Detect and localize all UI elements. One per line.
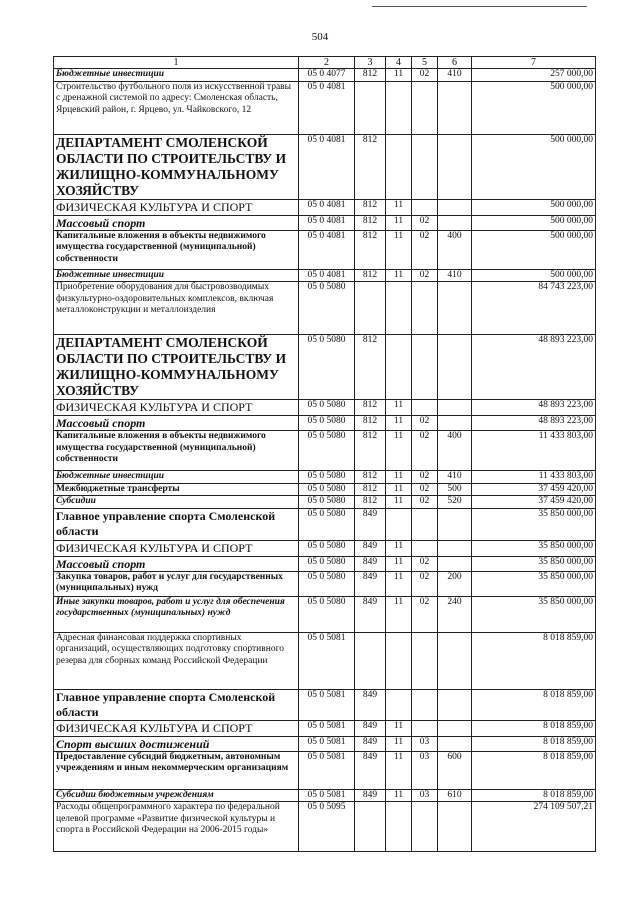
row-name: Иные закупки товаров, работ и услуг для обеспечения государственных (муниципальных) нужд — [54, 596, 299, 632]
row-expense-type — [438, 335, 472, 400]
row-target-code: 05 0 5080 — [299, 540, 355, 556]
row-admin-code: 849 — [355, 571, 386, 596]
table-row — [54, 689, 596, 720]
row-amount: 8 018 859,00 — [472, 632, 596, 689]
row-name: ФИЗИЧЕСКАЯ КУЛЬТУРА И СПОРТ — [54, 720, 299, 736]
table-row — [54, 483, 596, 496]
row-target-code: 05 0 5081 — [299, 736, 355, 751]
row-amount: 11 433 803,00 — [472, 431, 596, 471]
table-row — [54, 596, 596, 632]
row-amount: 8 018 859,00 — [472, 736, 596, 751]
row-target-code: 05 0 5095 — [299, 802, 355, 852]
table-row — [54, 416, 596, 431]
row-section: 11 — [386, 720, 412, 736]
row-subsection — [412, 134, 438, 199]
row-name: Расходы общепрограммного характера по федеральной целевой программе «Развитие физической культуры и спорта в Российской Федерации на 2006-2015 годы» — [54, 802, 299, 852]
row-target-code: 05 0 5080 — [299, 335, 355, 400]
row-name: Капитальные вложения в объекты недвижимого имущества государственной (муниципальной) собственности — [54, 230, 299, 269]
row-section: 11 — [386, 416, 412, 431]
row-subsection — [412, 400, 438, 416]
row-expense-type: 400 — [438, 431, 472, 471]
row-admin-code: 812 — [355, 215, 386, 230]
row-target-code: 05 0 4081 — [299, 215, 355, 230]
row-amount: 35 850 000,00 — [472, 540, 596, 556]
row-subsection: 02 — [412, 269, 438, 282]
row-section: 11 — [386, 571, 412, 596]
row-admin-code: 812 — [355, 335, 386, 400]
row-section: 11 — [386, 431, 412, 471]
row-target-code: 05 0 5081 — [299, 751, 355, 789]
row-section — [386, 508, 412, 540]
row-amount: 11 433 803,00 — [472, 471, 596, 484]
header-col-3: 3 — [355, 57, 386, 69]
header-col-4: 4 — [386, 57, 412, 69]
table-row — [54, 720, 596, 736]
row-name: Предоставление субсидий бюджетным, автономным учреждениям и иным некоммерческим организациям — [54, 751, 299, 789]
row-section: 11 — [386, 471, 412, 484]
table-row — [54, 751, 596, 789]
row-admin-code: 849 — [355, 736, 386, 751]
row-name: Бюджетные инвестиции — [54, 69, 299, 82]
row-section — [386, 282, 412, 335]
row-amount: 48 893 223,00 — [472, 335, 596, 400]
row-target-code: 05 0 4081 — [299, 134, 355, 199]
row-expense-type — [438, 134, 472, 199]
row-amount: 8 018 859,00 — [472, 751, 596, 789]
table-row — [54, 802, 596, 852]
row-amount: 500 000,00 — [472, 215, 596, 230]
header-col-7: 7 — [472, 57, 596, 69]
row-expense-type: 200 — [438, 571, 472, 596]
table-row — [54, 69, 596, 82]
row-section: 11 — [386, 496, 412, 509]
row-target-code: 05 0 5080 — [299, 431, 355, 471]
row-target-code: 05 0 5080 — [299, 282, 355, 335]
row-expense-type: 400 — [438, 230, 472, 269]
table-row — [54, 282, 596, 335]
table-row — [54, 540, 596, 556]
row-admin-code: 849 — [355, 556, 386, 571]
row-expense-type — [438, 416, 472, 431]
row-amount: 35 850 000,00 — [472, 508, 596, 540]
row-section — [386, 134, 412, 199]
row-amount: 8 018 859,00 — [472, 789, 596, 802]
header-col-6: 6 — [438, 57, 472, 69]
row-subsection: 02 — [412, 230, 438, 269]
table-header-row — [54, 57, 596, 69]
row-subsection: 02 — [412, 483, 438, 496]
row-subsection — [412, 508, 438, 540]
row-section — [386, 81, 412, 134]
header-col-2: 2 — [299, 57, 355, 69]
row-expense-type: 410 — [438, 471, 472, 484]
row-admin-code: 812 — [355, 416, 386, 431]
row-subsection: 02 — [412, 571, 438, 596]
table-row — [54, 632, 596, 689]
row-section — [386, 802, 412, 852]
row-expense-type — [438, 215, 472, 230]
row-section: 11 — [386, 215, 412, 230]
row-admin-code: 849 — [355, 540, 386, 556]
row-target-code: 05 0 4081 — [299, 269, 355, 282]
top-rule — [372, 6, 587, 7]
table-row — [54, 400, 596, 416]
row-target-code: 05 0 4081 — [299, 199, 355, 215]
row-target-code: 05 0 5080 — [299, 416, 355, 431]
row-admin-code: 812 — [355, 199, 386, 215]
row-target-code: 05 0 5080 — [299, 556, 355, 571]
table-row — [54, 230, 596, 269]
row-admin-code — [355, 282, 386, 335]
row-name: Массовый спорт — [54, 556, 299, 571]
row-name: ФИЗИЧЕСКАЯ КУЛЬТУРА И СПОРТ — [54, 540, 299, 556]
table-row — [54, 571, 596, 596]
row-admin-code: 849 — [355, 596, 386, 632]
row-admin-code — [355, 632, 386, 689]
row-subsection — [412, 199, 438, 215]
row-subsection: 02 — [412, 496, 438, 509]
row-name: Массовый спорт — [54, 215, 299, 230]
header-col-1: 1 — [54, 57, 299, 69]
row-amount: 84 743 223,00 — [472, 282, 596, 335]
row-target-code: 05 0 5080 — [299, 496, 355, 509]
row-subsection: 02 — [412, 215, 438, 230]
table-row — [54, 496, 596, 509]
row-admin-code: 812 — [355, 69, 386, 82]
row-subsection — [412, 540, 438, 556]
row-target-code: 05 0 5081 — [299, 720, 355, 736]
row-target-code: 05 0 5080 — [299, 596, 355, 632]
row-amount: 500 000,00 — [472, 269, 596, 282]
row-section: 11 — [386, 596, 412, 632]
table-row — [54, 269, 596, 282]
row-amount: 500 000,00 — [472, 81, 596, 134]
row-section — [386, 632, 412, 689]
row-target-code: 05 0 4077 — [299, 69, 355, 82]
row-amount: 500 000,00 — [472, 199, 596, 215]
table-row — [54, 81, 596, 134]
row-admin-code: 849 — [355, 789, 386, 802]
row-admin-code: 812 — [355, 471, 386, 484]
row-expense-type — [438, 689, 472, 720]
row-subsection: 02 — [412, 596, 438, 632]
row-expense-type — [438, 400, 472, 416]
row-target-code: 05 0 5081 — [299, 632, 355, 689]
row-expense-type — [438, 540, 472, 556]
row-expense-type: 410 — [438, 269, 472, 282]
row-section: 11 — [386, 269, 412, 282]
row-expense-type — [438, 282, 472, 335]
row-expense-type — [438, 81, 472, 134]
budget-table — [53, 56, 596, 852]
row-amount: 48 893 223,00 — [472, 416, 596, 431]
row-expense-type — [438, 736, 472, 751]
row-amount: 257 000,00 — [472, 69, 596, 82]
row-subsection: 02 — [412, 556, 438, 571]
row-target-code: 05 0 4081 — [299, 81, 355, 134]
row-name: ФИЗИЧЕСКАЯ КУЛЬТУРА И СПОРТ — [54, 199, 299, 215]
row-section: 11 — [386, 736, 412, 751]
row-admin-code: 812 — [355, 483, 386, 496]
row-section: 11 — [386, 230, 412, 269]
table-row — [54, 335, 596, 400]
row-admin-code: 812 — [355, 431, 386, 471]
table-row — [54, 556, 596, 571]
row-section: 11 — [386, 199, 412, 215]
row-name: Адресная финансовая поддержка спортивных организаций, осуществляющих подготовку спортивного резерва для сборных команд Российской Федерации — [54, 632, 299, 689]
row-target-code: 05 0 5081 — [299, 689, 355, 720]
table-row — [54, 471, 596, 484]
row-admin-code: 849 — [355, 508, 386, 540]
row-name: Спорт высших достижений — [54, 736, 299, 751]
row-expense-type — [438, 199, 472, 215]
row-subsection: 02 — [412, 416, 438, 431]
row-subsection — [412, 335, 438, 400]
row-section: 11 — [386, 69, 412, 82]
row-admin-code: 849 — [355, 689, 386, 720]
row-name: Капитальные вложения в объекты недвижимого имущества государственной (муниципальной) собственности — [54, 431, 299, 471]
row-admin-code — [355, 81, 386, 134]
row-section: 11 — [386, 400, 412, 416]
row-name: Главное управление спорта Смоленской области — [54, 689, 299, 720]
row-name: Строительство футбольного поля из искусственной травы с дренажной системой по адресу: Смоленская область, Ярцевский район, г. Ярцево, ул. Чайковского, 12 — [54, 81, 299, 134]
row-name: Бюджетные инвестиции — [54, 269, 299, 282]
row-subsection — [412, 802, 438, 852]
row-subsection — [412, 632, 438, 689]
row-section: 11 — [386, 556, 412, 571]
row-admin-code: 849 — [355, 720, 386, 736]
row-section: 11 — [386, 540, 412, 556]
row-expense-type — [438, 508, 472, 540]
row-target-code: 05 0 4081 — [299, 230, 355, 269]
row-target-code: 05 0 5080 — [299, 471, 355, 484]
row-name: Главное управление спорта Смоленской области — [54, 508, 299, 540]
row-name: Межбюджетные трансферты — [54, 483, 299, 496]
row-amount: 35 850 000,00 — [472, 571, 596, 596]
row-amount: 8 018 859,00 — [472, 689, 596, 720]
row-amount: 48 893 223,00 — [472, 400, 596, 416]
row-name: ФИЗИЧЕСКАЯ КУЛЬТУРА И СПОРТ — [54, 400, 299, 416]
row-amount: 35 850 000,00 — [472, 596, 596, 632]
table-row — [54, 215, 596, 230]
row-name: Массовый спорт — [54, 416, 299, 431]
row-target-code: 05 0 5080 — [299, 483, 355, 496]
row-subsection — [412, 689, 438, 720]
row-admin-code: 812 — [355, 496, 386, 509]
table-row — [54, 789, 596, 802]
row-amount: 500 000,00 — [472, 134, 596, 199]
row-name: ДЕПАРТАМЕНТ СМОЛЕНСКОЙ ОБЛАСТИ ПО СТРОИТЕЛЬСТВУ И ЖИЛИЩНО-КОММУНАЛЬНОМУ ХОЗЯЙСТВУ — [54, 335, 299, 400]
row-admin-code: 812 — [355, 134, 386, 199]
row-name: Бюджетные инвестиции — [54, 471, 299, 484]
row-subsection — [412, 720, 438, 736]
row-expense-type: 520 — [438, 496, 472, 509]
row-name: Приобретение оборудования для быстровозводимых физкультурно-оздоровительных комплексов, включая металлоконструкции и металлоизделия — [54, 282, 299, 335]
row-amount: 37 459 420,00 — [472, 496, 596, 509]
row-expense-type — [438, 720, 472, 736]
table-row — [54, 134, 596, 199]
table-row — [54, 431, 596, 471]
row-admin-code: 812 — [355, 269, 386, 282]
row-target-code: 05 0 5080 — [299, 508, 355, 540]
row-subsection: 02 — [412, 471, 438, 484]
row-admin-code: 849 — [355, 751, 386, 789]
row-subsection: 03 — [412, 751, 438, 789]
row-name: Субсидии бюджетным учреждениям — [54, 789, 299, 802]
page-number: 504 — [311, 31, 329, 43]
table-row — [54, 508, 596, 540]
row-section: 11 — [386, 483, 412, 496]
table-row — [54, 736, 596, 751]
row-expense-type: 610 — [438, 789, 472, 802]
row-admin-code — [355, 802, 386, 852]
row-name: Закупка товаров, работ и услуг для государственных (муниципальных) нужд — [54, 571, 299, 596]
row-admin-code: 812 — [355, 400, 386, 416]
row-subsection: 03 — [412, 736, 438, 751]
row-subsection: 02 — [412, 69, 438, 82]
row-admin-code: 812 — [355, 230, 386, 269]
row-amount: 274 109 507,21 — [472, 802, 596, 852]
row-subsection: 02 — [412, 431, 438, 471]
row-name: ДЕПАРТАМЕНТ СМОЛЕНСКОЙ ОБЛАСТИ ПО СТРОИТЕЛЬСТВУ И ЖИЛИЩНО-КОММУНАЛЬНОМУ ХОЗЯЙСТВУ — [54, 134, 299, 199]
row-target-code: 05 0 5080 — [299, 400, 355, 416]
row-subsection — [412, 282, 438, 335]
row-section — [386, 689, 412, 720]
row-target-code: 05 0 5080 — [299, 571, 355, 596]
row-subsection: 03 — [412, 789, 438, 802]
row-expense-type — [438, 632, 472, 689]
header-col-5: 5 — [412, 57, 438, 69]
row-amount: 500 000,00 — [472, 230, 596, 269]
row-expense-type — [438, 802, 472, 852]
table-row — [54, 199, 596, 215]
row-section: 11 — [386, 789, 412, 802]
row-expense-type: 410 — [438, 69, 472, 82]
row-expense-type: 600 — [438, 751, 472, 789]
row-expense-type — [438, 556, 472, 571]
row-amount: 37 459 420,00 — [472, 483, 596, 496]
row-subsection — [412, 81, 438, 134]
row-target-code: 05 0 5081 — [299, 789, 355, 802]
row-amount: 35 850 000,00 — [472, 556, 596, 571]
row-section: 11 — [386, 751, 412, 789]
row-expense-type: 500 — [438, 483, 472, 496]
row-amount: 8 018 859,00 — [472, 720, 596, 736]
row-name: Субсидии — [54, 496, 299, 509]
row-expense-type: 240 — [438, 596, 472, 632]
row-section — [386, 335, 412, 400]
